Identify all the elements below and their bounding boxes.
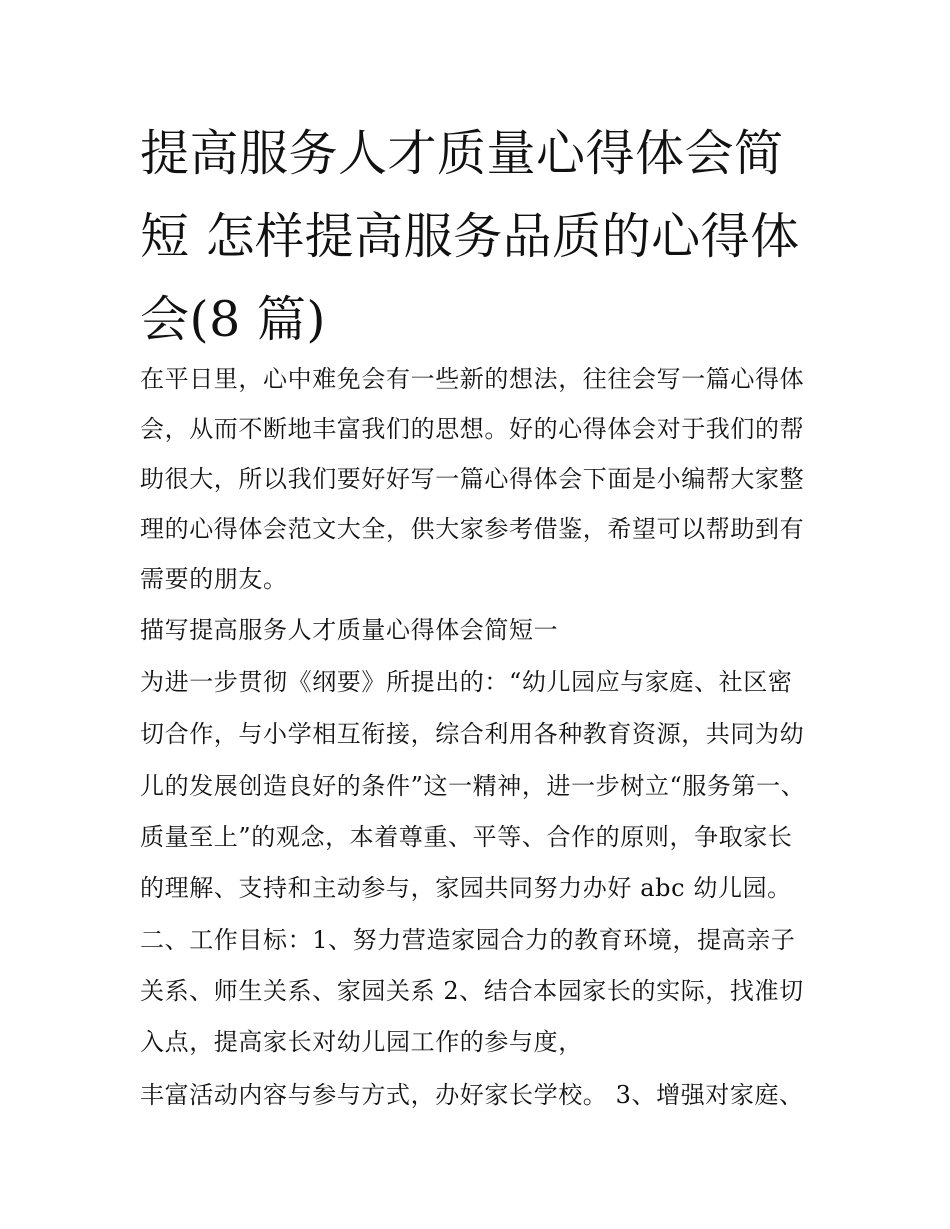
body-line-12: 二、工作目标：1、努力营造家园合力的教育环境，提高亲子	[140, 926, 796, 954]
body-line-10: 质量至上”的观念，本着尊重、平等、合作的原则，争取家长	[140, 823, 793, 851]
body-line-8: 切合作，与小学相互衔接，综合利用各种教育资源，共同为幼	[140, 720, 805, 748]
body-line-9: 儿的发展创造良好的条件”这一精神，进一步树立“服务第一、	[140, 772, 806, 800]
body-line-5: 需要的朋友。	[140, 565, 288, 593]
title-line-3: 会(8 篇)	[140, 291, 326, 348]
section-heading: 描写提高服务人才质量心得体会简短一	[140, 616, 559, 644]
body-line-11: 的理解、支持和主动参与，家园共同努力办好 abc 幼儿园。	[140, 874, 792, 902]
body-line-3: 助很大，所以我们要好好写一篇心得体会下面是小编帮大家整	[140, 465, 805, 493]
body-line-15: 丰富活动内容与参与方式，办好家长学校。 3、增强对家庭、	[140, 1081, 804, 1109]
body-line-1: 在平日里，心中难免会有一些新的想法，往往会写一篇心得体	[140, 365, 805, 393]
body-line-7: 为进一步贯彻《纲要》所提出的：“幼儿园应与家庭、社区密	[140, 668, 793, 696]
body-line-2: 会，从而不断地丰富我们的思想。好的心得体会对于我们的帮	[140, 415, 805, 443]
document-title	[140, 112, 820, 361]
body-line-14: 入点，提高家长对幼儿园工作的参与度，	[140, 1028, 583, 1056]
body-line-13: 关系、师生关系、家园关系 2、结合本园家长的实际，找准切	[140, 977, 804, 1005]
title-line-1: 提高服务人才质量心得体会简	[140, 125, 784, 182]
body-line-4: 理的心得体会范文大全，供大家参考借鉴，希望可以帮助到有	[140, 515, 805, 543]
title-line-2: 短 怎样提高服务品质的心得体	[140, 208, 800, 265]
